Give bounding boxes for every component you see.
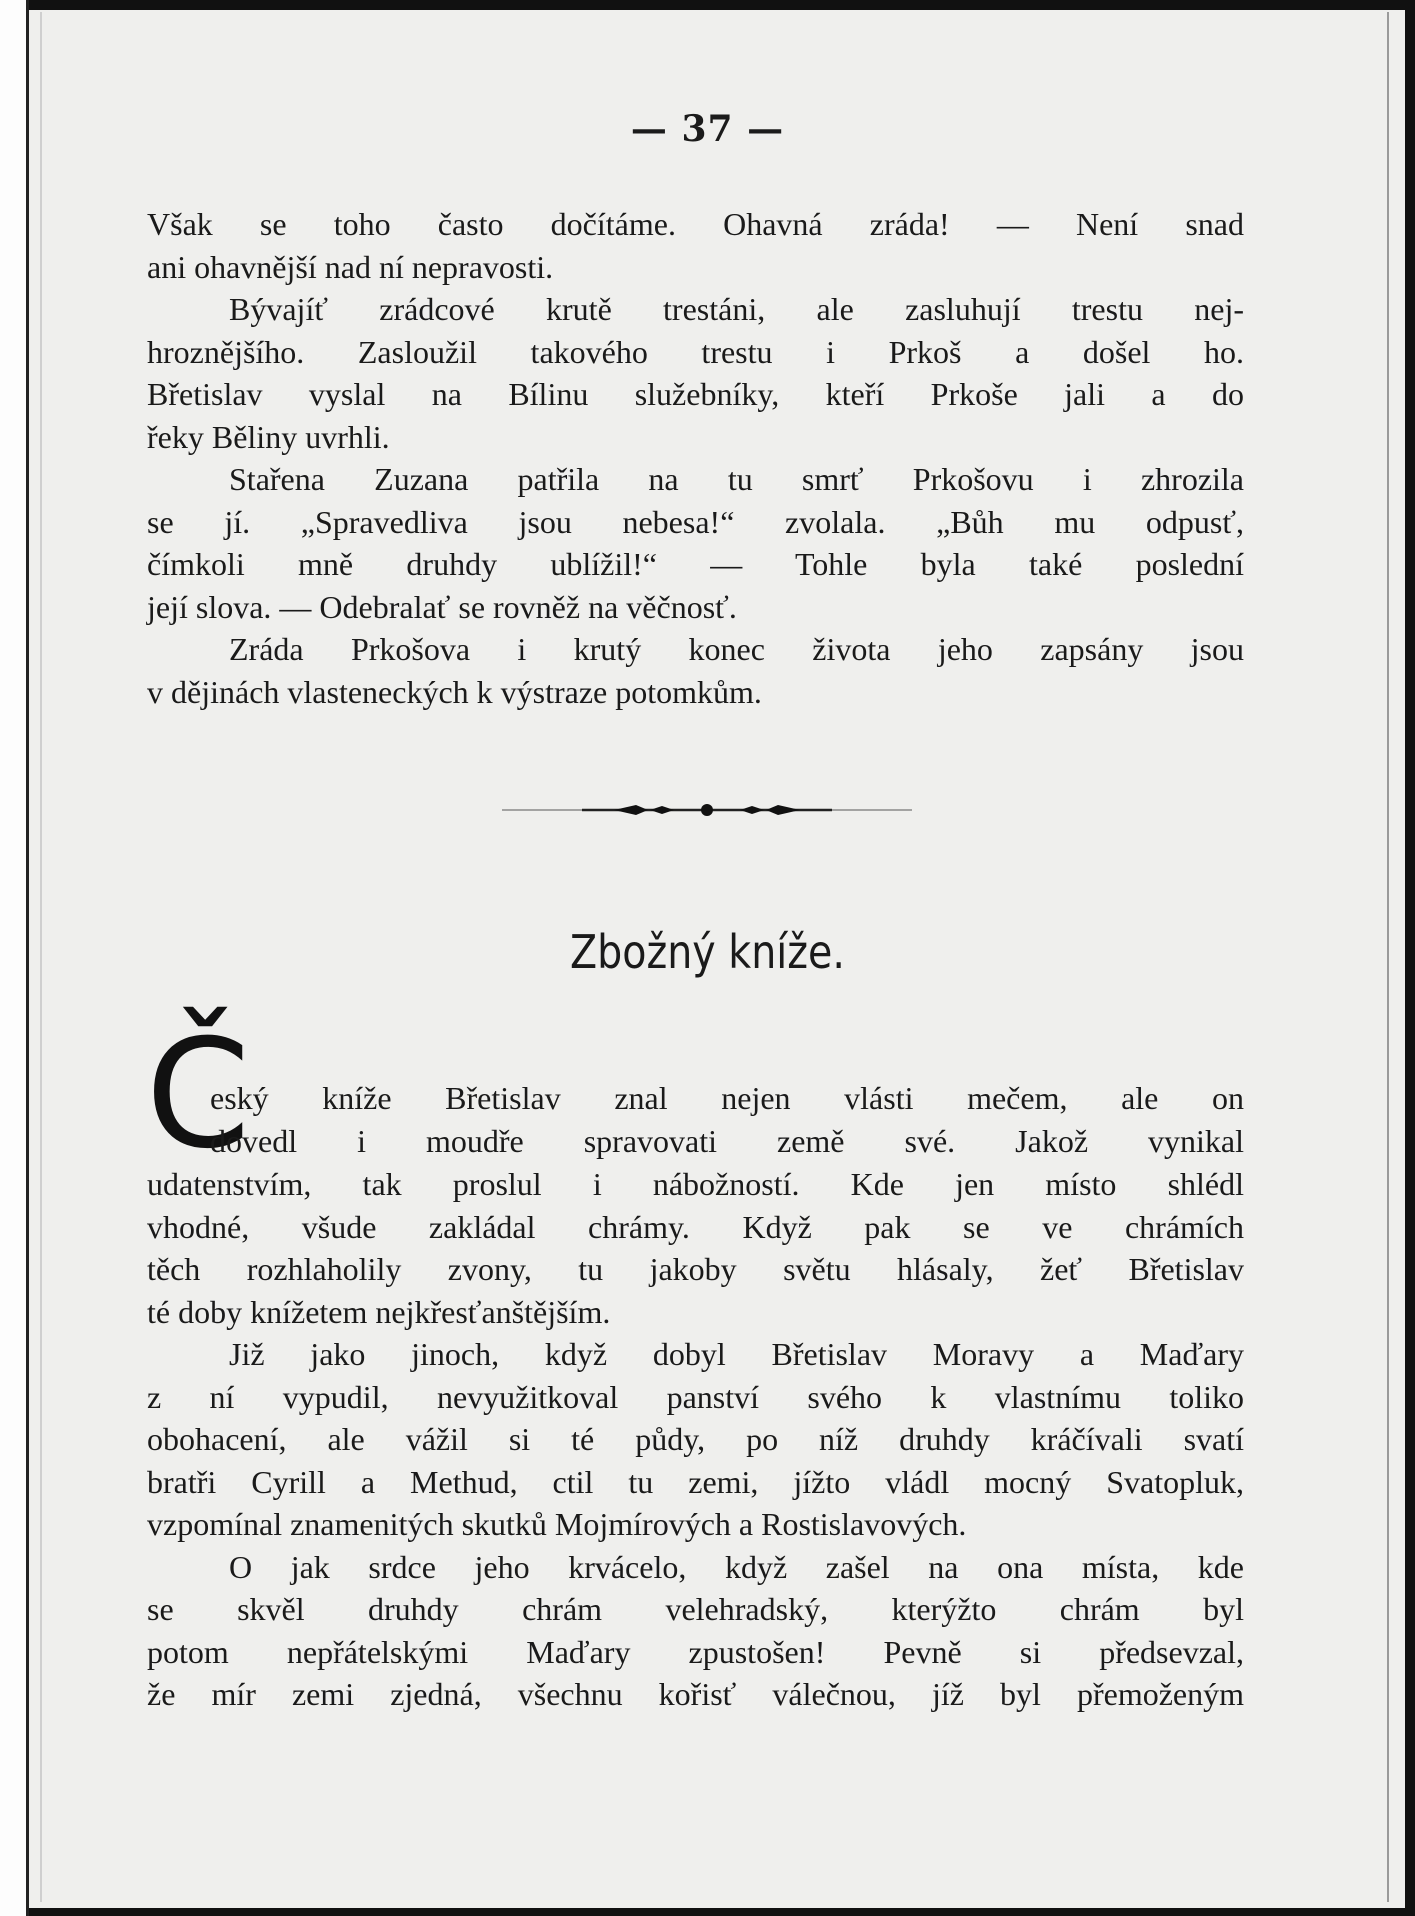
text-line: její slova. — Odebralať se rovněž na věčnosť. (147, 588, 737, 625)
page-number: — 37 — (630, 108, 785, 150)
scan-border-bottom (0, 1908, 1415, 1916)
text-line: čímkoli mně druhdy ublížil!“ — Tohle byla také poslední (147, 546, 1244, 582)
text-line: té doby knížetem nejkřesťanštějším. (147, 1293, 611, 1330)
text-line: vhodné, všude zakládal chrámy. Když pak se ve chrámích (147, 1208, 1244, 1245)
chapter-body (147, 1163, 1244, 1716)
text-line: Však se toho často dočítáme. Ohavná zráda! — Není snad (147, 206, 1244, 242)
text-line: Stařena Zuzana patřila na tu smrť Prkošovu i zhrozila (229, 461, 1244, 497)
text-line: z ní vypudil, nevyužitkoval panství svého k vlastnímu toliko (147, 1378, 1244, 1415)
scan-border-top (0, 0, 1415, 10)
text-line: Bývajíť zrádcové krutě trestáni, ale zasluhují trestu nej- (229, 291, 1244, 327)
text-line: obohacení, ale vážil si té půdy, po níž druhdy kráčívali svatí (147, 1421, 1244, 1457)
scan-border-right (1405, 0, 1415, 1916)
text-line: hroznějšího. Zasloužil takového trestu i Prkoš a došel ho. (147, 333, 1244, 370)
text-line: potom nepřátelskými Maďary zpustošen! Pevně si předsevzal, (147, 1633, 1244, 1670)
text-line: v dějinách vlasteneckých k výstraze potomkům. (147, 673, 762, 710)
page-edge-right (1387, 12, 1389, 1902)
text-line: dovedl i moudře spravovati země své. Jakož vynikal (210, 1122, 1244, 1159)
text-line: bratři Cyrill a Methud, ctil tu zemi, jížto vládl mocný Svatopluk, (147, 1463, 1244, 1500)
text-line: těch rozhlaholily zvony, tu jakoby světu hlásaly, žeť Břetislav (147, 1251, 1244, 1287)
text-line: řeky Běliny uvrhli. (147, 418, 390, 455)
drop-cap-glyph: Č (145, 1008, 251, 1154)
chapter-opening-lines (210, 1077, 1244, 1162)
text-line: Zráda Prkošova i krutý konec života jeho zapsány jsou (229, 631, 1244, 667)
text-line: udatenstvím, tak proslul i nábožností. Kde jen místo shlédl (147, 1166, 1244, 1202)
text-line: ani ohavnější nad ní nepravosti. (147, 248, 554, 285)
text-line: Břetislav vyslal na Bílinu služebníky, kteří Prkoše jali a do (147, 376, 1244, 412)
page-edge-left (40, 12, 42, 1902)
text-line: se skvěl druhdy chrám velehradský, kterýžto chrám byl (147, 1591, 1244, 1627)
text-line: Již jako jinoch, když dobyl Břetislav Moravy a Maďary (229, 1336, 1244, 1372)
section-previous-chapter-end (147, 203, 1244, 713)
ornamental-divider (502, 796, 912, 824)
text-line: se jí. „Spravedliva jsou nebesa!“ zvolala. „Bůh mu odpusť, (147, 503, 1244, 540)
text-line: eský kníže Břetislav znal nejen vlásti mečem, ale on (210, 1080, 1244, 1116)
scan-border-left (0, 0, 29, 1916)
text-line: O jak srdce jeho krvácelo, když zašel na ona místa, kde (229, 1548, 1244, 1585)
text-line: že mír zemi zjedná, všechnu kořisť válečnou, jíž byl přemoženým (147, 1676, 1244, 1712)
text-line: vzpomínal znamenitých skutků Mojmírových a Rostislavových. (147, 1506, 967, 1542)
chapter-title: Zbožný kníže. (570, 925, 845, 979)
